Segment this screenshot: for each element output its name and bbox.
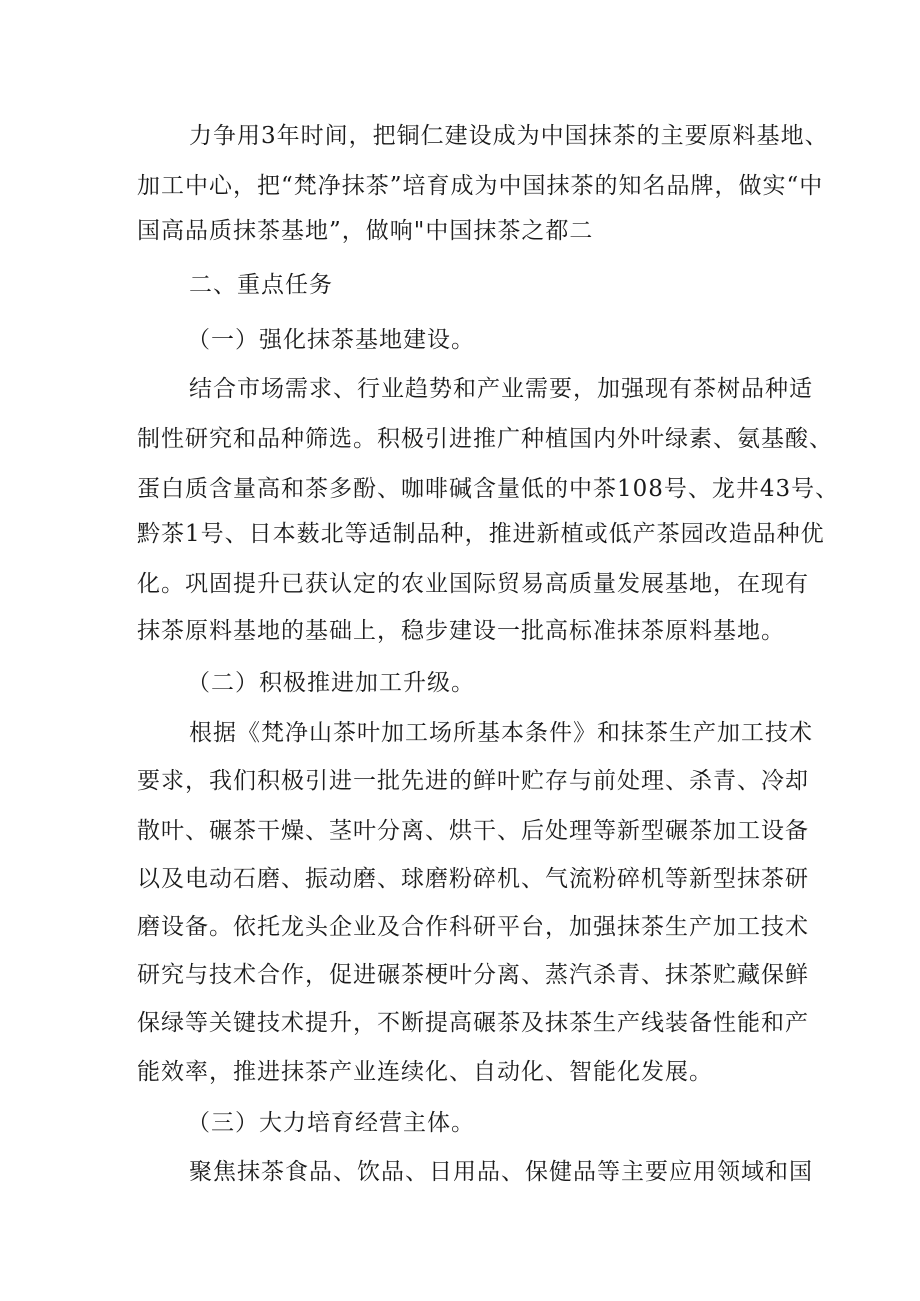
subsection-3-heading: （三）大力培育经营主体。 (187, 1110, 475, 1136)
subsection-2-line-7: 保绿等关键技术提升，不断提高碾茶及抹茶生产线装备性能和产 (137, 1010, 809, 1036)
subsection-2-line-8: 能效率，推进抹茶产业连续化、自动化、智能化发展。 (137, 1059, 713, 1085)
subsection-1-line-5: 化。巩固提升已获认定的农业国际贸易高质量发展基地，在现有 (137, 571, 809, 597)
subsection-2-line-1: 根据《梵净山茶叶加工场所基本条件》和抹茶生产加工技术 (189, 720, 813, 746)
subsection-1-line-1: 结合市场需求、行业趋势和产业需要，加强现有茶树品种适 (189, 376, 813, 402)
subsection-2-line-5: 磨设备。依托龙头企业及合作科研平台，加强抹茶生产加工技术 (137, 914, 809, 940)
subsection-3-line-1: 聚焦抹茶食品、饮品、日用品、保健品等主要应用领域和国 (189, 1159, 813, 1185)
subsection-2-line-6: 研究与技术合作，促进碾茶梗叶分离、蒸汽杀青、抹茶贮藏保鲜 (137, 962, 809, 988)
intro-line-2: 加工中心，把“梵净抹茶”培育成为中国抹茶的知名品牌，做实“中 (137, 173, 824, 199)
subsection-1-line-4: 黔茶1号、日本薮北等适制品种，推进新植或低产茶园改造品种优 (137, 521, 825, 547)
section-heading: 二、重点任务 (189, 272, 333, 298)
intro-line-3: 国高品质抹茶基地”，做响"中国抹茶之都二 (137, 218, 594, 244)
subsection-2-line-3: 散叶、碾茶干燥、茎叶分离、烘干、后处理等新型碾茶加工设备 (137, 818, 809, 844)
intro-line-1: 力争用3年时间，把铜仁建设成为中国抹茶的主要原料基地、 (189, 123, 829, 149)
subsection-2-line-4: 以及电动石磨、振动磨、球磨粉碎机、气流粉碎机等新型抹茶研 (137, 866, 809, 892)
subsection-2-heading: （二）积极推进加工升级。 (187, 670, 475, 696)
subsection-1-heading: （一）强化抹茶基地建设。 (187, 327, 475, 353)
subsection-1-line-2: 制性研究和品种筛选。积极引进推广种植国内外叶绿素、氨基酸、 (137, 426, 833, 452)
subsection-2-line-2: 要求，我们积极引进一批先进的鲜叶贮存与前处理、杀青、冷却 (137, 768, 809, 794)
subsection-1-line-6: 抹茶原料基地的基础上，稳步建设一批高标准抹茶原料基地。 (137, 618, 785, 644)
subsection-1-line-3: 蛋白质含量高和茶多酚、咖啡碱含量低的中茶108号、龙井43号、 (137, 476, 840, 502)
